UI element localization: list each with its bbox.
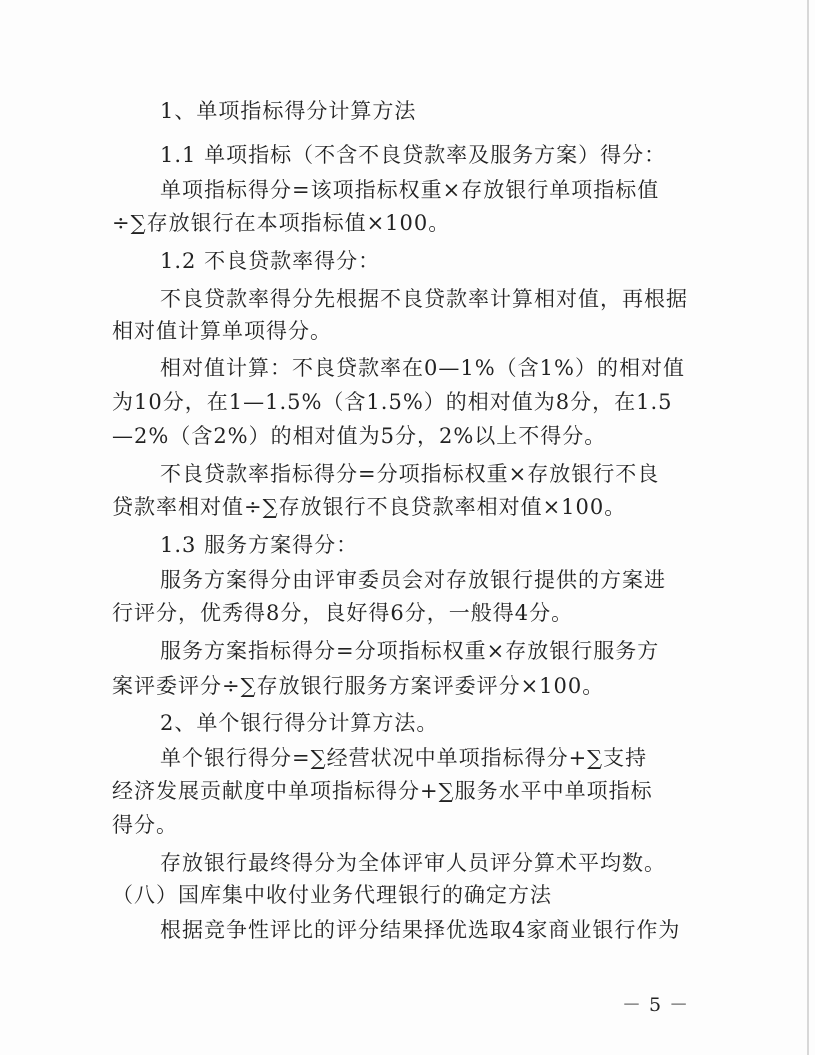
paragraph-line: 不良贷款率指标得分=分项指标权重×存放银行不良 xyxy=(160,462,660,486)
paragraph-line: 服务方案指标得分=分项指标权重×存放银行服务方 xyxy=(160,639,660,663)
paragraph-line: 存放银行最终得分为全体评审人员评分算术平均数。 xyxy=(160,851,666,875)
paragraph-line: 得分。 xyxy=(112,813,178,837)
paragraph-line: 相对值计算单项得分。 xyxy=(112,319,332,343)
paragraph-line: 相对值计算：不良贷款率在0—1%（含1%）的相对值 xyxy=(160,356,685,380)
heading-1-1: 1.1 单项指标（不含不良贷款率及服务方案）得分： xyxy=(160,143,667,167)
heading-1: 1、单项指标得分计算方法 xyxy=(160,99,417,123)
paragraph-line: 行评分，优秀得8分，良好得6分，一般得4分。 xyxy=(112,601,574,625)
paragraph-line: 不良贷款率得分先根据不良贷款率计算相对值，再根据 xyxy=(160,287,688,311)
paragraph-line: 服务方案得分由评审委员会对存放银行提供的方案进 xyxy=(160,568,666,592)
paragraph-line: 为10分，在1—1.5%（含1.5%）的相对值为8分，在1.5 xyxy=(112,390,673,414)
section-heading: （八）国库集中收付业务代理银行的确定方法 xyxy=(112,883,552,907)
paragraph-line: 根据竞争性评比的评分结果择优选取4家商业银行作为 xyxy=(160,918,681,942)
paragraph-line: 贷款率相对值÷∑存放银行不良贷款率相对值×100。 xyxy=(112,495,627,519)
page-edge-shadow xyxy=(807,0,809,1055)
page-number: － 5 － xyxy=(622,994,690,1016)
paragraph-line: —2%（含2%）的相对值为5分，2%以上不得分。 xyxy=(112,424,607,448)
paragraph-line: 单个银行得分=∑经营状况中单项指标得分+∑支持 xyxy=(160,746,648,770)
paragraph-line: 案评委评分÷∑存放银行服务方案评委评分×100。 xyxy=(112,674,605,698)
heading-1-2: 1.2 不良贷款率得分： xyxy=(160,249,381,273)
heading-1-3: 1.3 服务方案得分： xyxy=(160,533,359,557)
paragraph-line: ÷∑存放银行在本项指标值×100。 xyxy=(112,211,451,235)
paragraph-line: 单项指标得分=该项指标权重×存放银行单项指标值 xyxy=(160,178,660,202)
heading-2: 2、单个银行得分计算方法。 xyxy=(160,711,439,735)
paragraph-line: 经济发展贡献度中单项指标得分+∑服务水平中单项指标 xyxy=(112,779,653,803)
